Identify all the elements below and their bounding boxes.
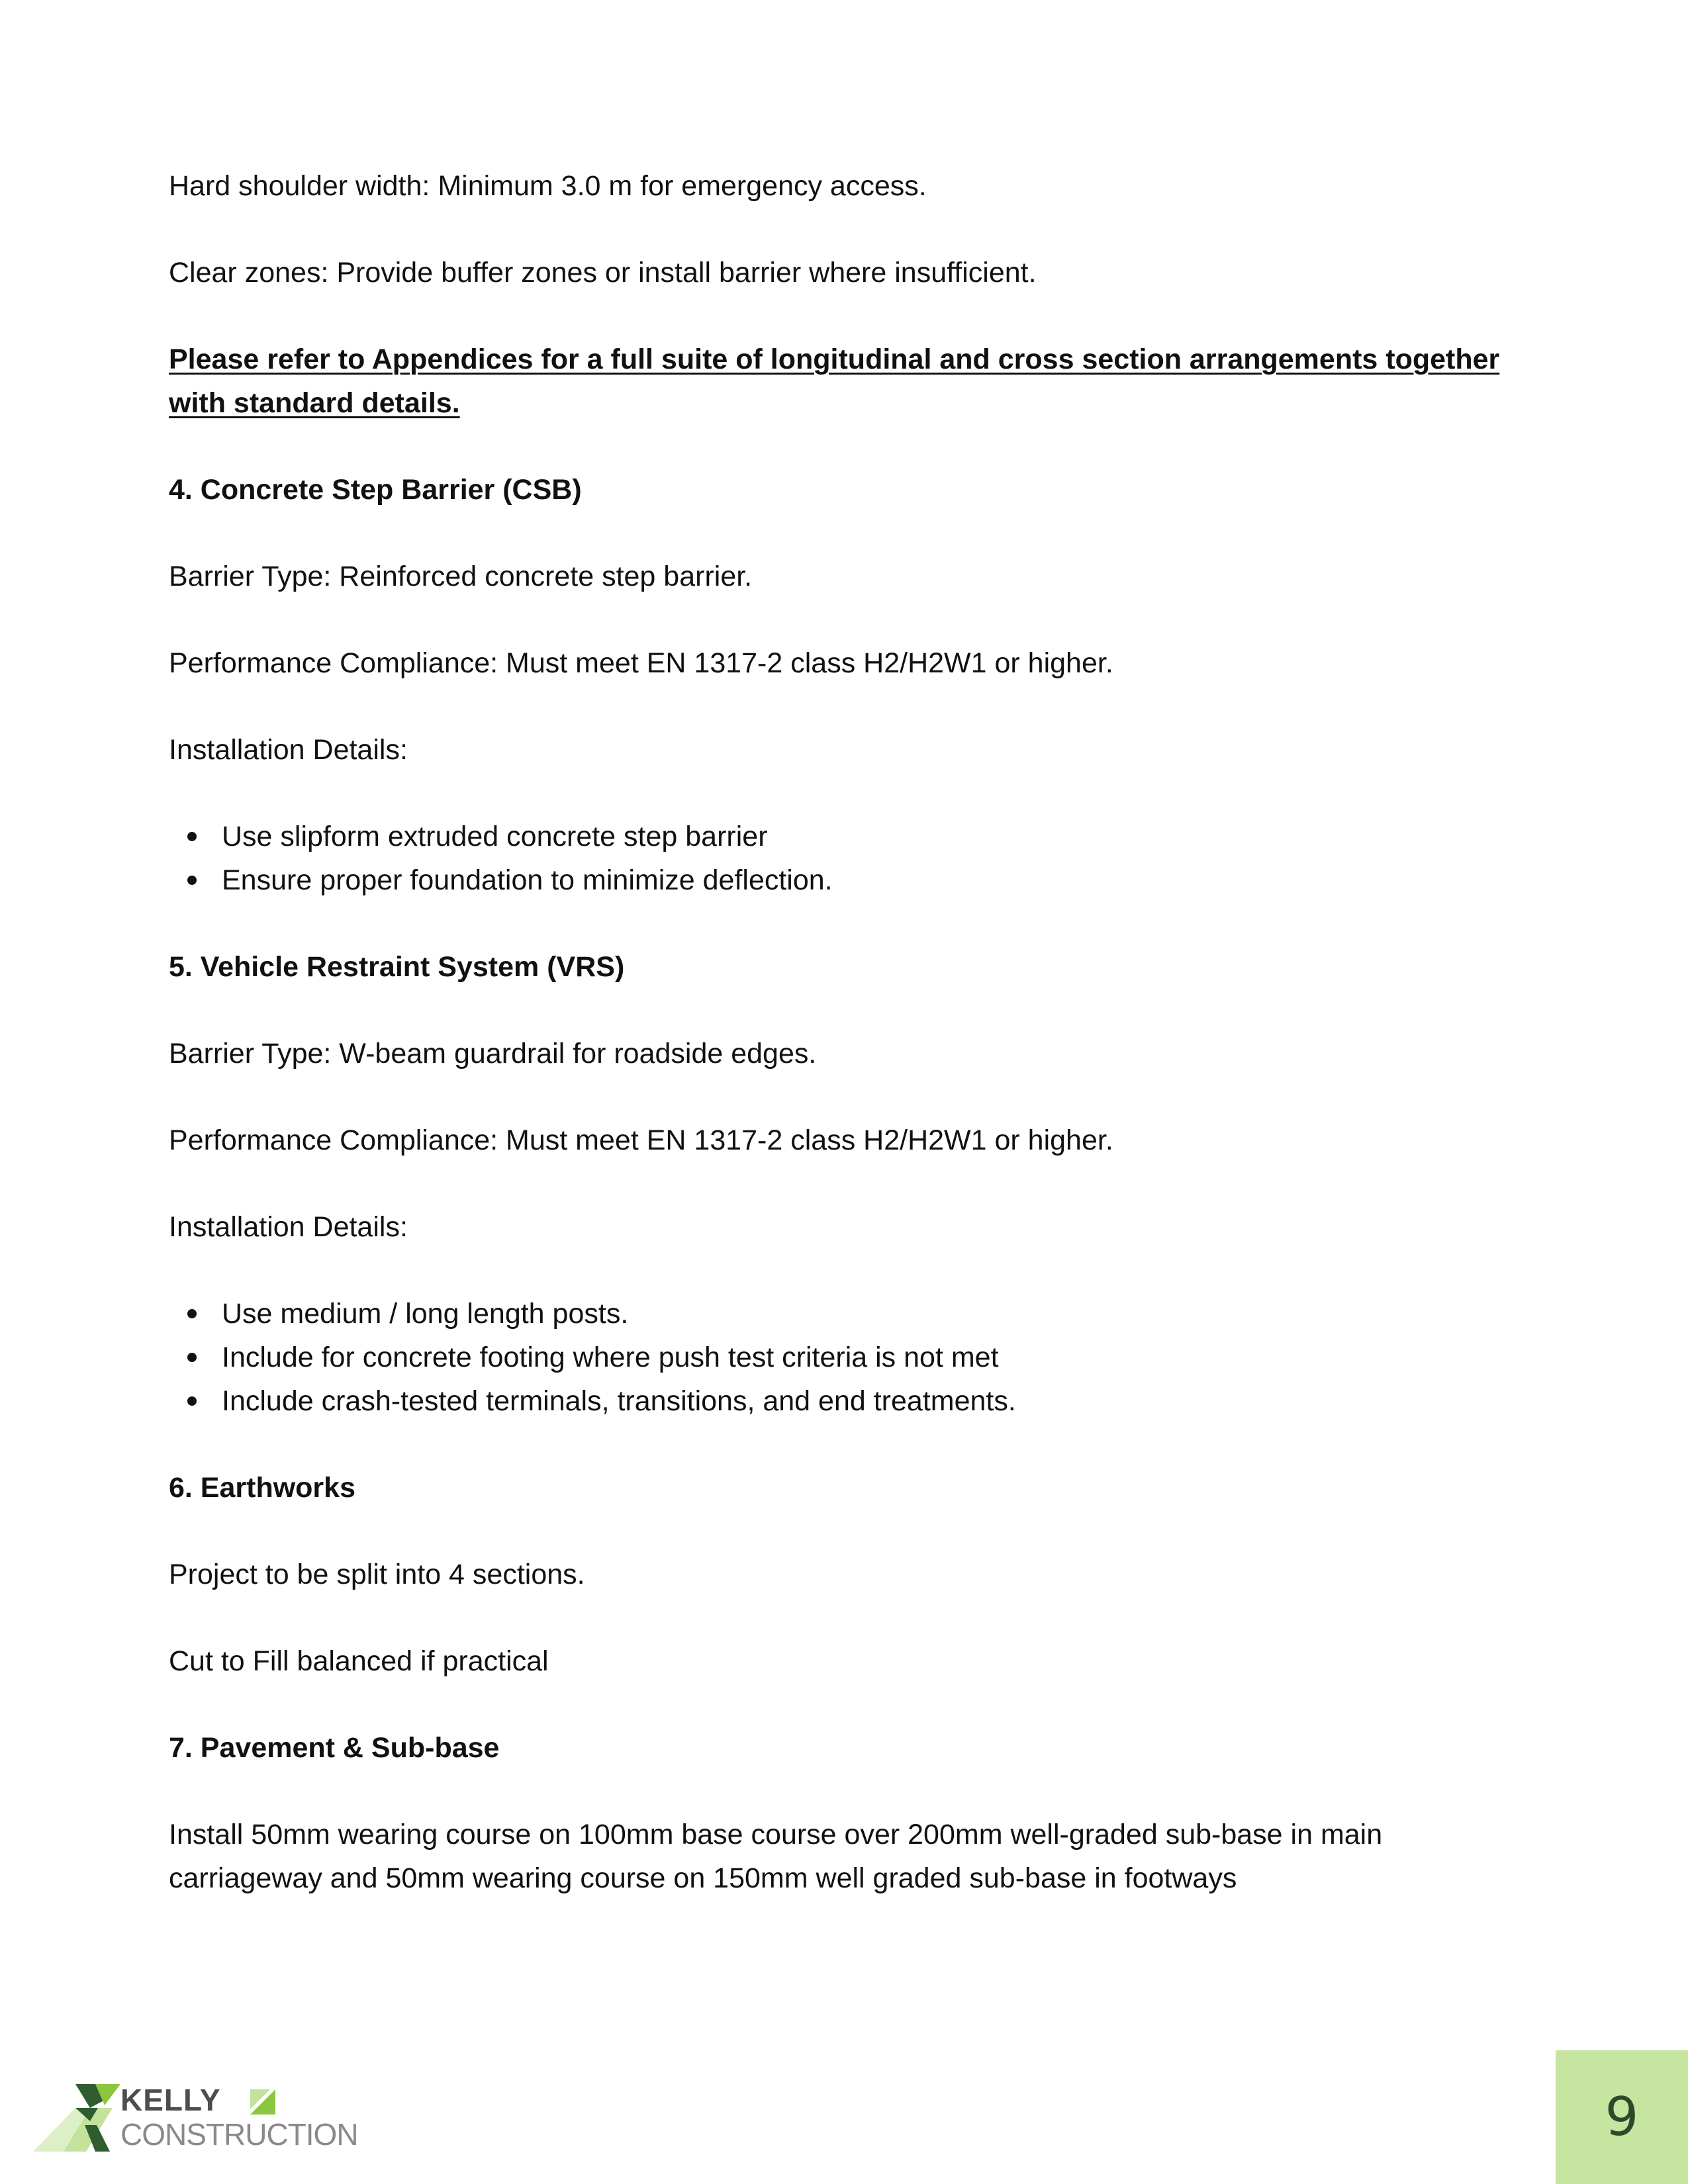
clear-zones-text: Clear zones: Provide buffer zones or install barrier where insufficient. [169, 257, 1037, 289]
csb-barrier-type: Barrier Type: Reinforced concrete step barrier. [169, 561, 753, 592]
list-item [222, 858, 1532, 902]
list-item-text: Include for concrete footing where push test criteria is not met [222, 1342, 999, 1373]
bullet-icon [187, 832, 197, 841]
csb-installation-label: Installation Details: [169, 734, 408, 766]
hard-shoulder-text: Hard shoulder width: Minimum 3.0 m for emergency access. [169, 170, 927, 202]
bullet-icon [187, 876, 197, 885]
bullet-icon [187, 1353, 197, 1362]
list-item-text: Ensure proper foundation to minimize deflection. [222, 864, 833, 896]
logo-green-square-icon [250, 2089, 275, 2115]
vrs-performance: Performance Compliance: Must meet EN 1317-2 class H2/H2W1 or higher. [169, 1124, 1113, 1156]
kelly-k-mark-icon [26, 2081, 126, 2154]
earthworks-split: Project to be split into 4 sections. [169, 1559, 585, 1590]
earthworks-cut-fill: Cut to Fill balanced if practical [169, 1645, 549, 1677]
list-item [222, 1379, 1532, 1423]
heading-csb: 4. Concrete Step Barrier (CSB) [169, 474, 582, 506]
list-item-text: Include crash-tested terminals, transitions, and end treatments. [222, 1385, 1016, 1417]
appendix-note [169, 338, 1532, 425]
vrs-installation-list [169, 1292, 1532, 1423]
page-number: 9 [1605, 2086, 1639, 2148]
pavement-text [169, 1813, 1532, 1900]
bullet-icon [187, 1309, 197, 1318]
csb-performance: Performance Compliance: Must meet EN 1317-2 class H2/H2W1 or higher. [169, 647, 1113, 679]
vrs-installation-label: Installation Details: [169, 1211, 408, 1243]
page-content [169, 164, 1532, 1943]
heading-pavement: 7. Pavement & Sub-base [169, 1732, 500, 1764]
page-number-box [1556, 2050, 1688, 2184]
heading-vrs: 5. Vehicle Restraint System (VRS) [169, 951, 625, 983]
pavement-line-1: Install 50mm wearing course on 100mm base course over 200mm well-graded sub-base in main [169, 1819, 1383, 1850]
logo-kelly-text: KELLY [120, 2083, 221, 2117]
csb-installation-list [169, 815, 1532, 902]
bullet-icon [187, 1396, 197, 1406]
pavement-line-2: carriageway and 50mm wearing course on 150mm well graded sub-base in footways [169, 1862, 1237, 1894]
heading-earthworks: 6. Earthworks [169, 1472, 355, 1504]
appendix-note-text: Please refer to Appendices for a full suite of longitudinal and cross section arrangements together with standard details. [169, 343, 1500, 419]
logo-construction-text: CONSTRUCTION [120, 2117, 358, 2152]
vrs-barrier-type: Barrier Type: W-beam guardrail for roadside edges. [169, 1038, 817, 1069]
kelly-construction-logo [26, 2081, 371, 2161]
list-item [222, 1336, 1532, 1379]
list-item [222, 1292, 1532, 1336]
list-item-text: Use medium / long length posts. [222, 1298, 629, 1330]
list-item-text: Use slipform extruded concrete step barrier [222, 821, 768, 852]
list-item [222, 815, 1532, 858]
